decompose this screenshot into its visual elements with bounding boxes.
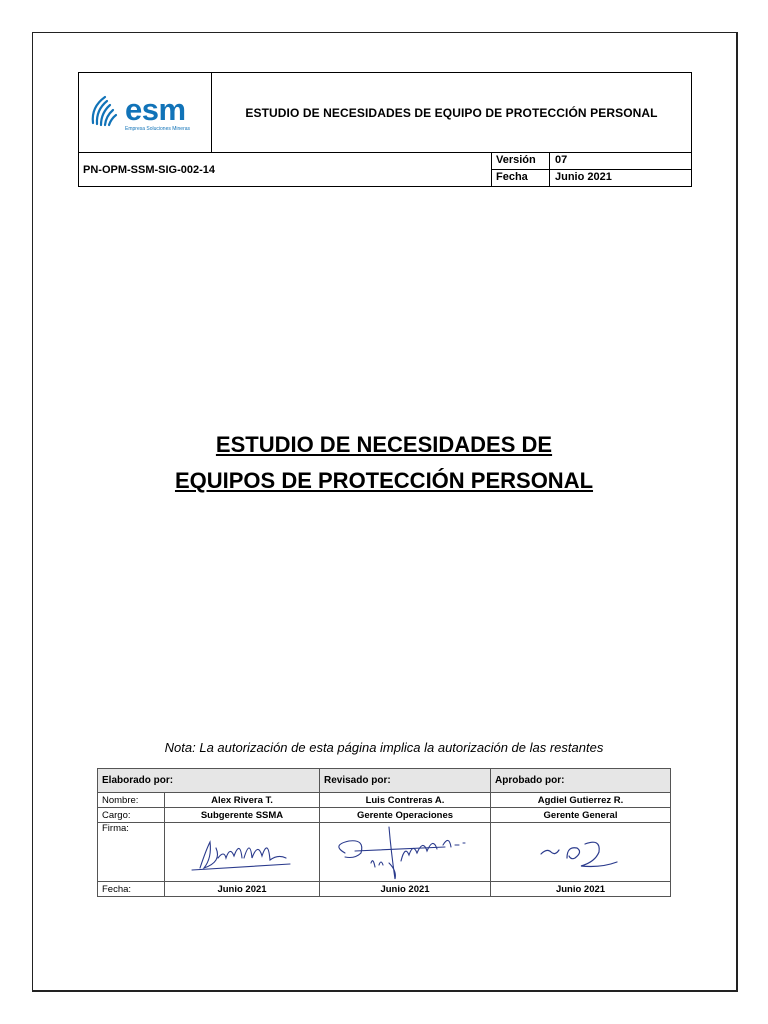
role-elaborated: Subgerente SSMA [165, 808, 320, 823]
date-approved: Junio 2021 [491, 882, 671, 897]
document-code: PN-OPM-SSM-SIG-002-14 [83, 163, 216, 176]
date-value: Junio 2021 [555, 171, 612, 183]
role-reviewed: Gerente Operaciones [320, 808, 491, 823]
signature-image [325, 823, 485, 881]
name-label: Nombre: [98, 793, 165, 808]
document-meta [491, 152, 691, 187]
version-row [492, 152, 691, 170]
signature-label: Firma: [98, 823, 165, 882]
date-sign-label: Fecha: [98, 882, 165, 897]
authorization-note: Nota: La autorización de esta página implica la autorización de las restantes [164, 740, 604, 755]
signature-image [182, 828, 302, 876]
version-value: 07 [555, 154, 568, 166]
main-title-line2: EQUIPOS DE PROTECCIÓN PERSONAL [174, 468, 594, 493]
esm-logo [89, 87, 204, 137]
logo-cell [79, 73, 212, 152]
header-elaborated: Elaborado por: [98, 769, 320, 793]
signature-reviewed [320, 823, 491, 882]
header-title: ESTUDIO DE NECESIDADES DE EQUIPO DE PROTECCIÓN PERSONAL [245, 105, 658, 120]
name-elaborated: Alex Rivera T. [165, 793, 320, 808]
shell-icon [89, 93, 121, 127]
signature-image [521, 830, 641, 874]
main-title-line1: ESTUDIO DE NECESIDADES DE [215, 432, 553, 457]
date-row [492, 169, 691, 186]
date-label: Fecha [492, 169, 550, 186]
role-row [98, 808, 671, 823]
name-row [98, 793, 671, 808]
date-elaborated: Junio 2021 [165, 882, 320, 897]
signature-elaborated [165, 823, 320, 882]
signature-row [98, 823, 671, 882]
version-label: Versión [492, 152, 550, 169]
role-approved: Gerente General [491, 808, 671, 823]
header-approved: Aprobado por: [491, 769, 671, 793]
name-reviewed: Luis Contreras A. [320, 793, 491, 808]
signature-approved [491, 823, 671, 882]
logo-wordmark: esm [125, 92, 186, 127]
document-header [78, 72, 692, 187]
date-sign-row [98, 882, 671, 897]
approval-header-row [98, 769, 671, 793]
logo-subtitle: Empresa Soluciones Mineras [125, 126, 191, 132]
role-label: Cargo: [98, 808, 165, 823]
name-approved: Agdiel Gutierrez R. [491, 793, 671, 808]
header-reviewed: Revisado por: [320, 769, 491, 793]
date-reviewed: Junio 2021 [320, 882, 491, 897]
approval-table [97, 768, 671, 897]
